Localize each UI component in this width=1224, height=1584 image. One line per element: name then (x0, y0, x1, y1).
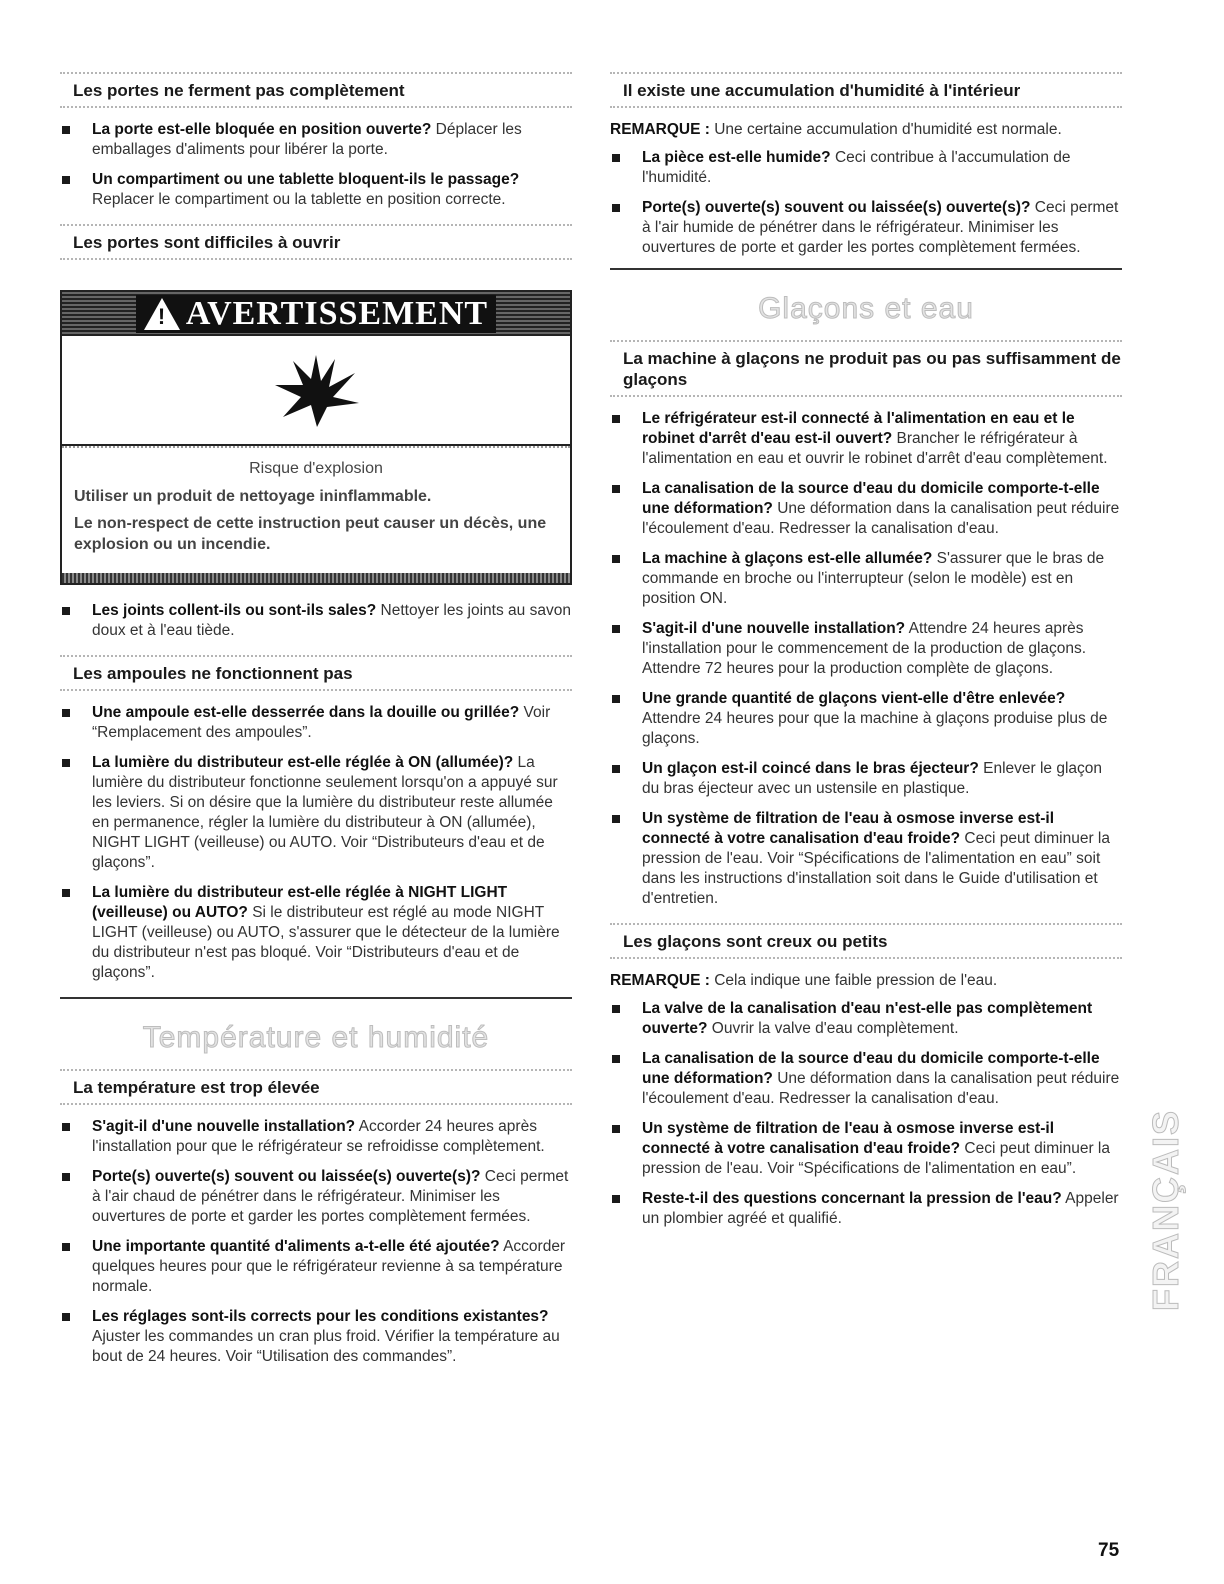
item-question: Reste-t-il des questions concernant la pression de l'eau? (642, 1190, 1062, 1207)
section-heading: La machine à glaçons ne produit pas ou pas suffisamment de glaçons (610, 340, 1122, 397)
bullet-icon (62, 709, 70, 717)
item-list (610, 148, 1122, 258)
page-number: 75 (1098, 1540, 1120, 1561)
item-question: La lumière du distributeur est-elle réglée à NIGHT LIGHT (veilleuse) ou AUTO? (92, 884, 508, 921)
item-answer: Replacer le compartiment ou la tablette en position correcte. (92, 191, 506, 208)
list-item (610, 1189, 1122, 1229)
chapter-title: Glaçons et eau (758, 292, 974, 325)
section-heading: Les glaçons sont creux ou petits (610, 923, 1122, 959)
bullet-icon (612, 815, 620, 823)
list-item (610, 148, 1122, 188)
item-question: Un glaçon est-il coincé dans le bras éjecteur? (642, 760, 979, 777)
item-list (60, 120, 572, 210)
section-heading: Les ampoules ne fonctionnent pas (60, 655, 572, 691)
item-list (60, 703, 572, 983)
item-answer: Si le distributeur est réglé au mode NIGHT LIGHT (veilleuse) ou AUTO, s'assurer que le détecteur de la lumière du distributeur n'est pas bloqué. Voir “Distributeurs d'eau et de glaçons”. (92, 904, 560, 981)
item-answer: Ceci peut diminuer la pression de l'eau. Voir “Spécifications de l'alimentation en eau”. (642, 1140, 1110, 1177)
bullet-icon (62, 1243, 70, 1251)
bullet-icon (62, 1123, 70, 1131)
section-heading: Les portes ne ferment pas complètement (60, 72, 572, 108)
list-item (610, 1119, 1122, 1179)
bullet-icon (62, 759, 70, 767)
bullet-icon (612, 1195, 620, 1203)
item-question: Un système de filtration de l'eau à osmose inverse est-il connecté à votre canalisation d'eau froide? (642, 810, 1054, 847)
item-answer: Une déformation dans la canalisation peut réduire l'écoulement d'eau. Redresser la canalisation d'eau. (642, 500, 1120, 537)
chapter-title: Température et humidité (142, 1021, 490, 1054)
item-answer: Ceci permet à l'air humide de pénétrer dans le réfrigérateur. Minimiser les ouvertures de porte et garder les portes complètement fermées. (642, 199, 1119, 256)
item-question: Le réfrigérateur est-il connecté à l'alimentation en eau et le robinet d'arrêt d'eau est-il ouvert? (642, 410, 1075, 447)
bullet-icon (612, 485, 620, 493)
list-item (610, 689, 1122, 749)
bullet-icon (62, 607, 70, 615)
list-item (60, 1307, 572, 1367)
list-item (610, 999, 1122, 1039)
item-answer: Appeler un plombier agréé et qualifié. (642, 1190, 1119, 1227)
right-column (610, 72, 1122, 1239)
list-item (610, 1049, 1122, 1109)
bullet-icon (62, 126, 70, 134)
item-question: La lumière du distributeur est-elle réglée à ON (allumée)? (92, 754, 514, 771)
list-item (610, 619, 1122, 679)
bullet-icon (612, 415, 620, 423)
warning-text: Le non-respect de cette instruction peut causer un décès, une explosion ou un incendie. (74, 515, 547, 553)
item-question: La canalisation de la source d'eau du domicile comporte-t-elle une déformation? (642, 1050, 1100, 1087)
list-item (60, 170, 572, 210)
item-question: Un compartiment ou une tablette bloquent-ils le passage? (92, 171, 520, 188)
item-answer: Ajuster les commandes un cran plus froid. Vérifier la température au bout de 24 heures. Voir “Utilisation des commandes”. (92, 1328, 560, 1365)
section-heading: Il existe une accumulation d'humidité à l'intérieur (610, 72, 1122, 108)
item-question: La porte est-elle bloquée en position ouverte? (92, 121, 432, 138)
item-question: La pièce est-elle humide? (642, 149, 831, 166)
bullet-icon (612, 625, 620, 633)
item-answer: Accorder quelques heures pour que le réfrigérateur revienne à sa température normale. (92, 1238, 566, 1295)
list-item (60, 1167, 572, 1227)
item-answer: Ouvrir la valve d'eau complètement. (707, 1020, 959, 1037)
list-item (60, 753, 572, 873)
section-heading: Les portes sont difficiles à ouvrir (60, 224, 572, 260)
item-question: Une ampoule est-elle desserrée dans la douille ou grillée? (92, 704, 520, 721)
item-answer: Ceci peut diminuer la pression de l'eau. Voir “Spécifications de l'alimentation en eau” soit dans les instructions d'installation soit dans le Guide d'utilisation et d'entretien. (642, 830, 1110, 907)
bullet-icon (612, 1055, 620, 1063)
list-item (60, 1237, 572, 1297)
item-answer: Enlever le glaçon du bras éjecteur avec un ustensile en plastique. (642, 760, 1103, 797)
item-answer: Nettoyer les joints au savon doux et à l'eau tiède. (92, 602, 571, 639)
item-answer: Voir “Remplacement des ampoules”. (92, 704, 551, 741)
item-answer: Brancher le réfrigérateur à l'alimentation en eau et ouvrir le robinet d'arrêt d'eau complètement. (642, 430, 1108, 467)
item-answer: S'assurer que le bras de commande en broche ou l'interrupteur (selon le modèle) est en position ON. (642, 550, 1105, 607)
item-answer: Ceci contribue à l'accumulation de l'humidité. (642, 149, 1071, 186)
item-question: Les joints collent-ils ou sont-ils sales? (92, 602, 377, 619)
hazard-title: Risque d'explosion (249, 460, 383, 477)
item-list (610, 409, 1122, 909)
item-answer: Une déformation dans la canalisation peut réduire l'écoulement d'eau. Redresser la canalisation d'eau. (642, 1070, 1120, 1107)
explosion-icon (271, 351, 361, 429)
bullet-icon (62, 1313, 70, 1321)
item-question: S'agit-il d'une nouvelle installation? (642, 620, 906, 637)
item-answer: Accorder 24 heures après l'installation pour que le réfrigérateur se refroidisse complètement. (92, 1118, 545, 1155)
bullet-icon (612, 695, 620, 703)
list-item (60, 120, 572, 160)
section-heading: La température est trop élevée (60, 1069, 572, 1105)
list-item (60, 883, 572, 983)
list-item (610, 549, 1122, 609)
bullet-icon (612, 765, 620, 773)
item-question: La valve de la canalisation d'eau n'est-elle pas complètement ouverte? (642, 1000, 1093, 1037)
left-column (60, 72, 572, 1377)
item-question: Porte(s) ouverte(s) souvent ou laissée(s) ouverte(s)? (642, 199, 1031, 216)
list-item (610, 809, 1122, 909)
warning-banner (62, 292, 570, 336)
warning-label: AVERTISSEMENT (185, 295, 489, 332)
bullet-icon (62, 176, 70, 184)
item-question: Porte(s) ouverte(s) souvent ou laissée(s) ouverte(s)? (92, 1168, 481, 1185)
item-answer: Déplacer les emballages d'aliments pour libérer la porte. (92, 121, 522, 158)
item-list (60, 1117, 572, 1367)
bullet-icon (612, 555, 620, 563)
warning-triangle-icon: ! (144, 298, 180, 330)
item-question: La machine à glaçons est-elle allumée? (642, 550, 933, 567)
bullet-icon (612, 1005, 620, 1013)
item-question: Les réglages sont-ils corrects pour les conditions existantes? (92, 1308, 549, 1325)
item-question: Une importante quantité d'aliments a-t-elle été ajoutée? (92, 1238, 500, 1255)
list-item (60, 703, 572, 743)
list-item (610, 479, 1122, 539)
item-question: Un système de filtration de l'eau à osmose inverse est-il connecté à votre canalisation d'eau froide? (642, 1120, 1054, 1157)
bullet-icon (612, 154, 620, 162)
language-tab: FRANÇAIS (1145, 1109, 1186, 1311)
item-answer: Attendre 24 heures après l'installation pour le commencement de la production de glaçons. Attendre 72 heures pour la production complète de glaçons. (642, 620, 1087, 677)
warning-box (60, 290, 572, 585)
bullet-icon (612, 1125, 620, 1133)
list-item (610, 759, 1122, 799)
warning-text: Utiliser un produit de nettoyage ininflammable. (74, 488, 432, 505)
bullet-icon (612, 204, 620, 212)
list-item (610, 409, 1122, 469)
item-list (610, 999, 1122, 1229)
list-item (60, 601, 572, 641)
list-item (610, 198, 1122, 258)
item-answer: La lumière du distributeur fonctionne seulement lorsqu'on a appuyé sur les leviers. Si on désire que la lumière du distributeur reste allumée en permanence, régler la lumière du distributeur à ON (allumée), NIGHT LIGHT (veilleuse) ou AUTO. Voir “Distributeurs d'eau et de glaçons”. (92, 754, 558, 871)
item-answer: Attendre 24 heures pour que la machine à glaçons produise plus de glaçons. (642, 710, 1108, 747)
note: REMARQUE : Cela indique une faible pression de l'eau. (610, 972, 998, 989)
note: REMARQUE : Une certaine accumulation d'humidité est normale. (610, 121, 1062, 138)
item-list (60, 601, 572, 641)
list-item (60, 1117, 572, 1157)
bullet-icon (62, 889, 70, 897)
bullet-icon (62, 1173, 70, 1181)
item-question: S'agit-il d'une nouvelle installation? (92, 1118, 356, 1135)
item-question: Une grande quantité de glaçons vient-elle d'être enlevée? (642, 690, 1066, 707)
item-answer: Ceci permet à l'air chaud de pénétrer dans le réfrigérateur. Minimiser les ouvertures de porte et garder les portes complètement fermées. (92, 1168, 569, 1225)
item-question: La canalisation de la source d'eau du domicile comporte-t-elle une déformation? (642, 480, 1100, 517)
